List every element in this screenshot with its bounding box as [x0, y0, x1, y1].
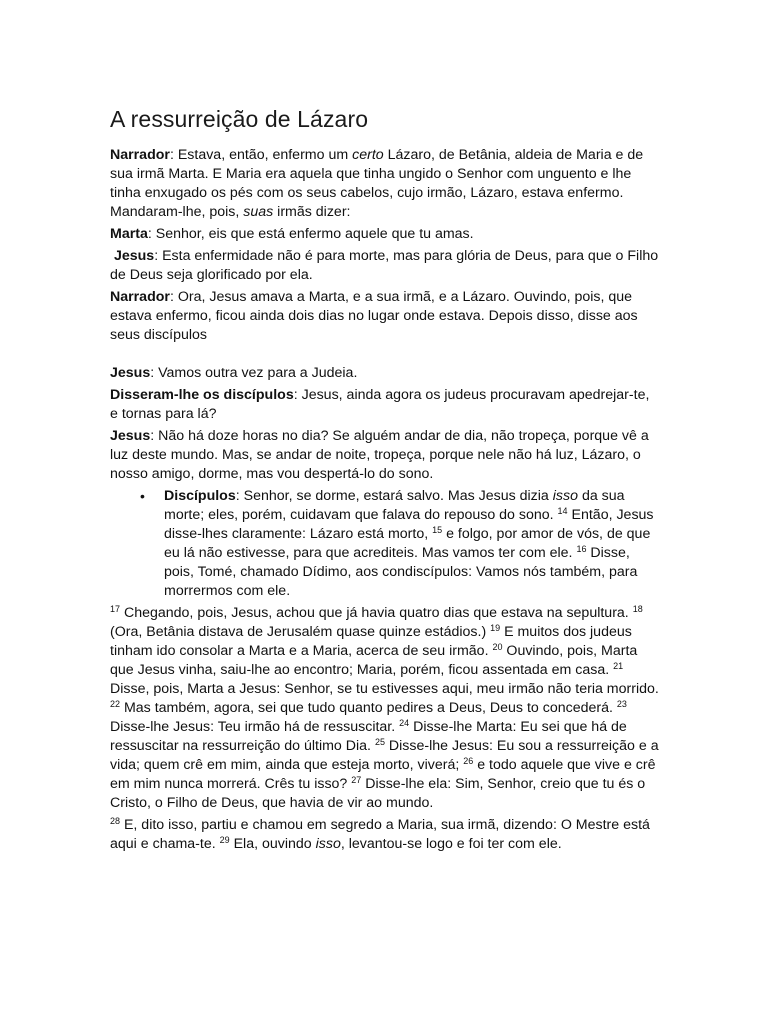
italic-text: isso [315, 836, 341, 852]
verse-number: 15 [432, 525, 443, 535]
paragraph-narrador-2 [110, 288, 660, 345]
verse-number: 25 [374, 737, 385, 747]
verse-text: Disse-lhe Jesus: Eu sou a ressurreição e a vida; quem crê em mim, ainda que esteja morto, viverá; [110, 738, 659, 773]
paragraph-marta [110, 225, 660, 244]
verse-number: 22 [110, 699, 121, 709]
verse-text: e todo aquele que vive e crê em mim nunca morrerá. Crês tu isso? [110, 757, 656, 792]
bullet-list [110, 487, 660, 601]
document-body [110, 106, 660, 857]
paragraph-text: : Esta enfermidade não é para morte, mas para glória de Deus, para que o Filho de Deus seja glorificado por ela. [110, 248, 659, 283]
verse-number: 26 [463, 756, 474, 766]
speaker-label: Jesus [113, 248, 155, 264]
italic-text: suas [243, 204, 274, 220]
speaker-label: Marta [110, 226, 148, 242]
paragraph-verses-28-29 [110, 816, 660, 854]
verse-number: 23 [616, 699, 627, 709]
speaker-label: Narrador [110, 147, 170, 163]
verse-number: 21 [613, 661, 624, 671]
paragraph-text: irmãs dizer: [273, 204, 351, 220]
paragraph-text: Então, Jesus disse-lhes claramente: Lázaro está morto, [164, 507, 654, 542]
paragraph-text: : Senhor, se dorme, estará salvo. Mas Jesus dizia [235, 488, 553, 504]
paragraph-text: Disse, pois, Tomé, chamado Dídimo, aos condiscípulos: Vamos nós também, para morrermos com ele. [164, 545, 638, 599]
verse-text: (Ora, Betânia distava de Jerusalém quase quinze estádios.) [110, 624, 491, 640]
verse-number: 20 [492, 642, 503, 652]
paragraph-text: : Ora, Jesus amava a Marta, e a sua irmã, e a Lázaro. Ouvindo, pois, que estava enfermo, ficou ainda dois dias no lugar onde estava. Depois disso, disse aos seus discípulos [110, 289, 638, 343]
paragraph-jesus-2 [110, 364, 660, 383]
speaker-label: Discípulos [164, 488, 236, 504]
paragraph-text: : Vamos outra vez para a Judeia. [150, 365, 358, 381]
verse-text: , levantou-se logo e foi ter com ele. [340, 836, 562, 852]
verse-number: 16 [576, 544, 587, 554]
italic-text: isso [552, 488, 578, 504]
verse-number: 14 [557, 506, 568, 516]
italic-text: certo [352, 147, 384, 163]
verse-text: Ouvindo, pois, Marta que Jesus vinha, saiu-lhe ao encontro; Maria, porém, ficou assentada em casa. [110, 643, 638, 678]
paragraph-text: e folgo, por amor de vós, de que eu lá não estivesse, para que acrediteis. Mas vamos ter com ele. [164, 526, 651, 561]
verse-number: 19 [490, 623, 501, 633]
verse-text: Mas também, agora, sei que tudo quanto pedires a Deus, Deus to concederá. [120, 700, 617, 716]
verse-number: 28 [110, 816, 121, 826]
paragraph-spacer [110, 348, 660, 364]
paragraph-narrador-1 [110, 146, 660, 222]
speaker-label: Narrador [110, 289, 170, 305]
bullet-icon: • [140, 488, 145, 504]
verse-text: Disse-lhe Marta: Eu sei que há de ressuscitar na ressurreição do último Dia. [110, 719, 627, 754]
speaker-label: Jesus [110, 428, 151, 444]
verse-number: 24 [399, 718, 410, 728]
paragraph-jesus-3 [110, 427, 660, 484]
paragraph-text: Lázaro, de Betânia, aldeia de Maria e de sua irmã Marta. E Maria era aquela que tinha ungido o Senhor com unguento e lhe tinha enxugado os pés com os seus cabelos, cujo irmão, Lázaro, estava enfermo. Mandaram-lhe, pois, [110, 147, 644, 220]
paragraph-text: : Estava, então, enfermo um [169, 147, 353, 163]
verse-number: 17 [110, 604, 121, 614]
verse-text: Chegando, pois, Jesus, achou que já havia quatro dias que estava na sepultura. [120, 605, 633, 621]
paragraph-text: : Jesus, ainda agora os judeus procuravam apedrejar-te, e tornas para lá? [110, 387, 650, 422]
paragraph-text: da sua morte; eles, porém, cuidavam que falava do repouso do sono. [164, 488, 625, 523]
paragraph-text: : Senhor, eis que está enfermo aquele que tu amas. [147, 226, 474, 242]
verse-number: 18 [632, 604, 643, 614]
verse-text: Disse-lhe ela: Sim, Senhor, creio que tu és o Cristo, o Filho de Deus, que havia de vir ao mundo. [110, 776, 646, 811]
speaker-label: Disseram-lhe os discípulos [110, 387, 294, 403]
verse-number: 27 [351, 775, 362, 785]
paragraph-discipulos [110, 386, 660, 424]
verse-text: Disse-lhe Jesus: Teu irmão há de ressuscitar. [110, 719, 400, 735]
paragraph-verses-17-27 [110, 604, 660, 813]
speaker-label: Jesus [110, 365, 151, 381]
verse-number: 29 [219, 835, 230, 845]
verse-text: E muitos dos judeus tinham ido consolar a Marta e a Maria, acerca de seu irmão. [110, 624, 632, 659]
verse-text: Disse, pois, Marta a Jesus: Senhor, se tu estivesses aqui, meu irmão não teria morrido. [110, 681, 659, 697]
page-title: A ressurreição de Lázaro [110, 106, 369, 132]
list-item [110, 487, 660, 601]
paragraph-text: : Não há doze horas no dia? Se alguém andar de dia, não tropeça, porque vê a luz deste mundo. Mas, se andar de noite, tropeça, porque nele não há luz, Lázaro, o nosso amigo, dorme, mas vou despertá-lo do sono. [110, 428, 649, 482]
paragraph-jesus-1 [110, 247, 660, 285]
verse-text: E, dito isso, partiu e chamou em segredo a Maria, sua irmã, dizendo: O Mestre está aqui e chama-te. [110, 817, 650, 852]
verse-text: Ela, ouvindo [229, 836, 316, 852]
